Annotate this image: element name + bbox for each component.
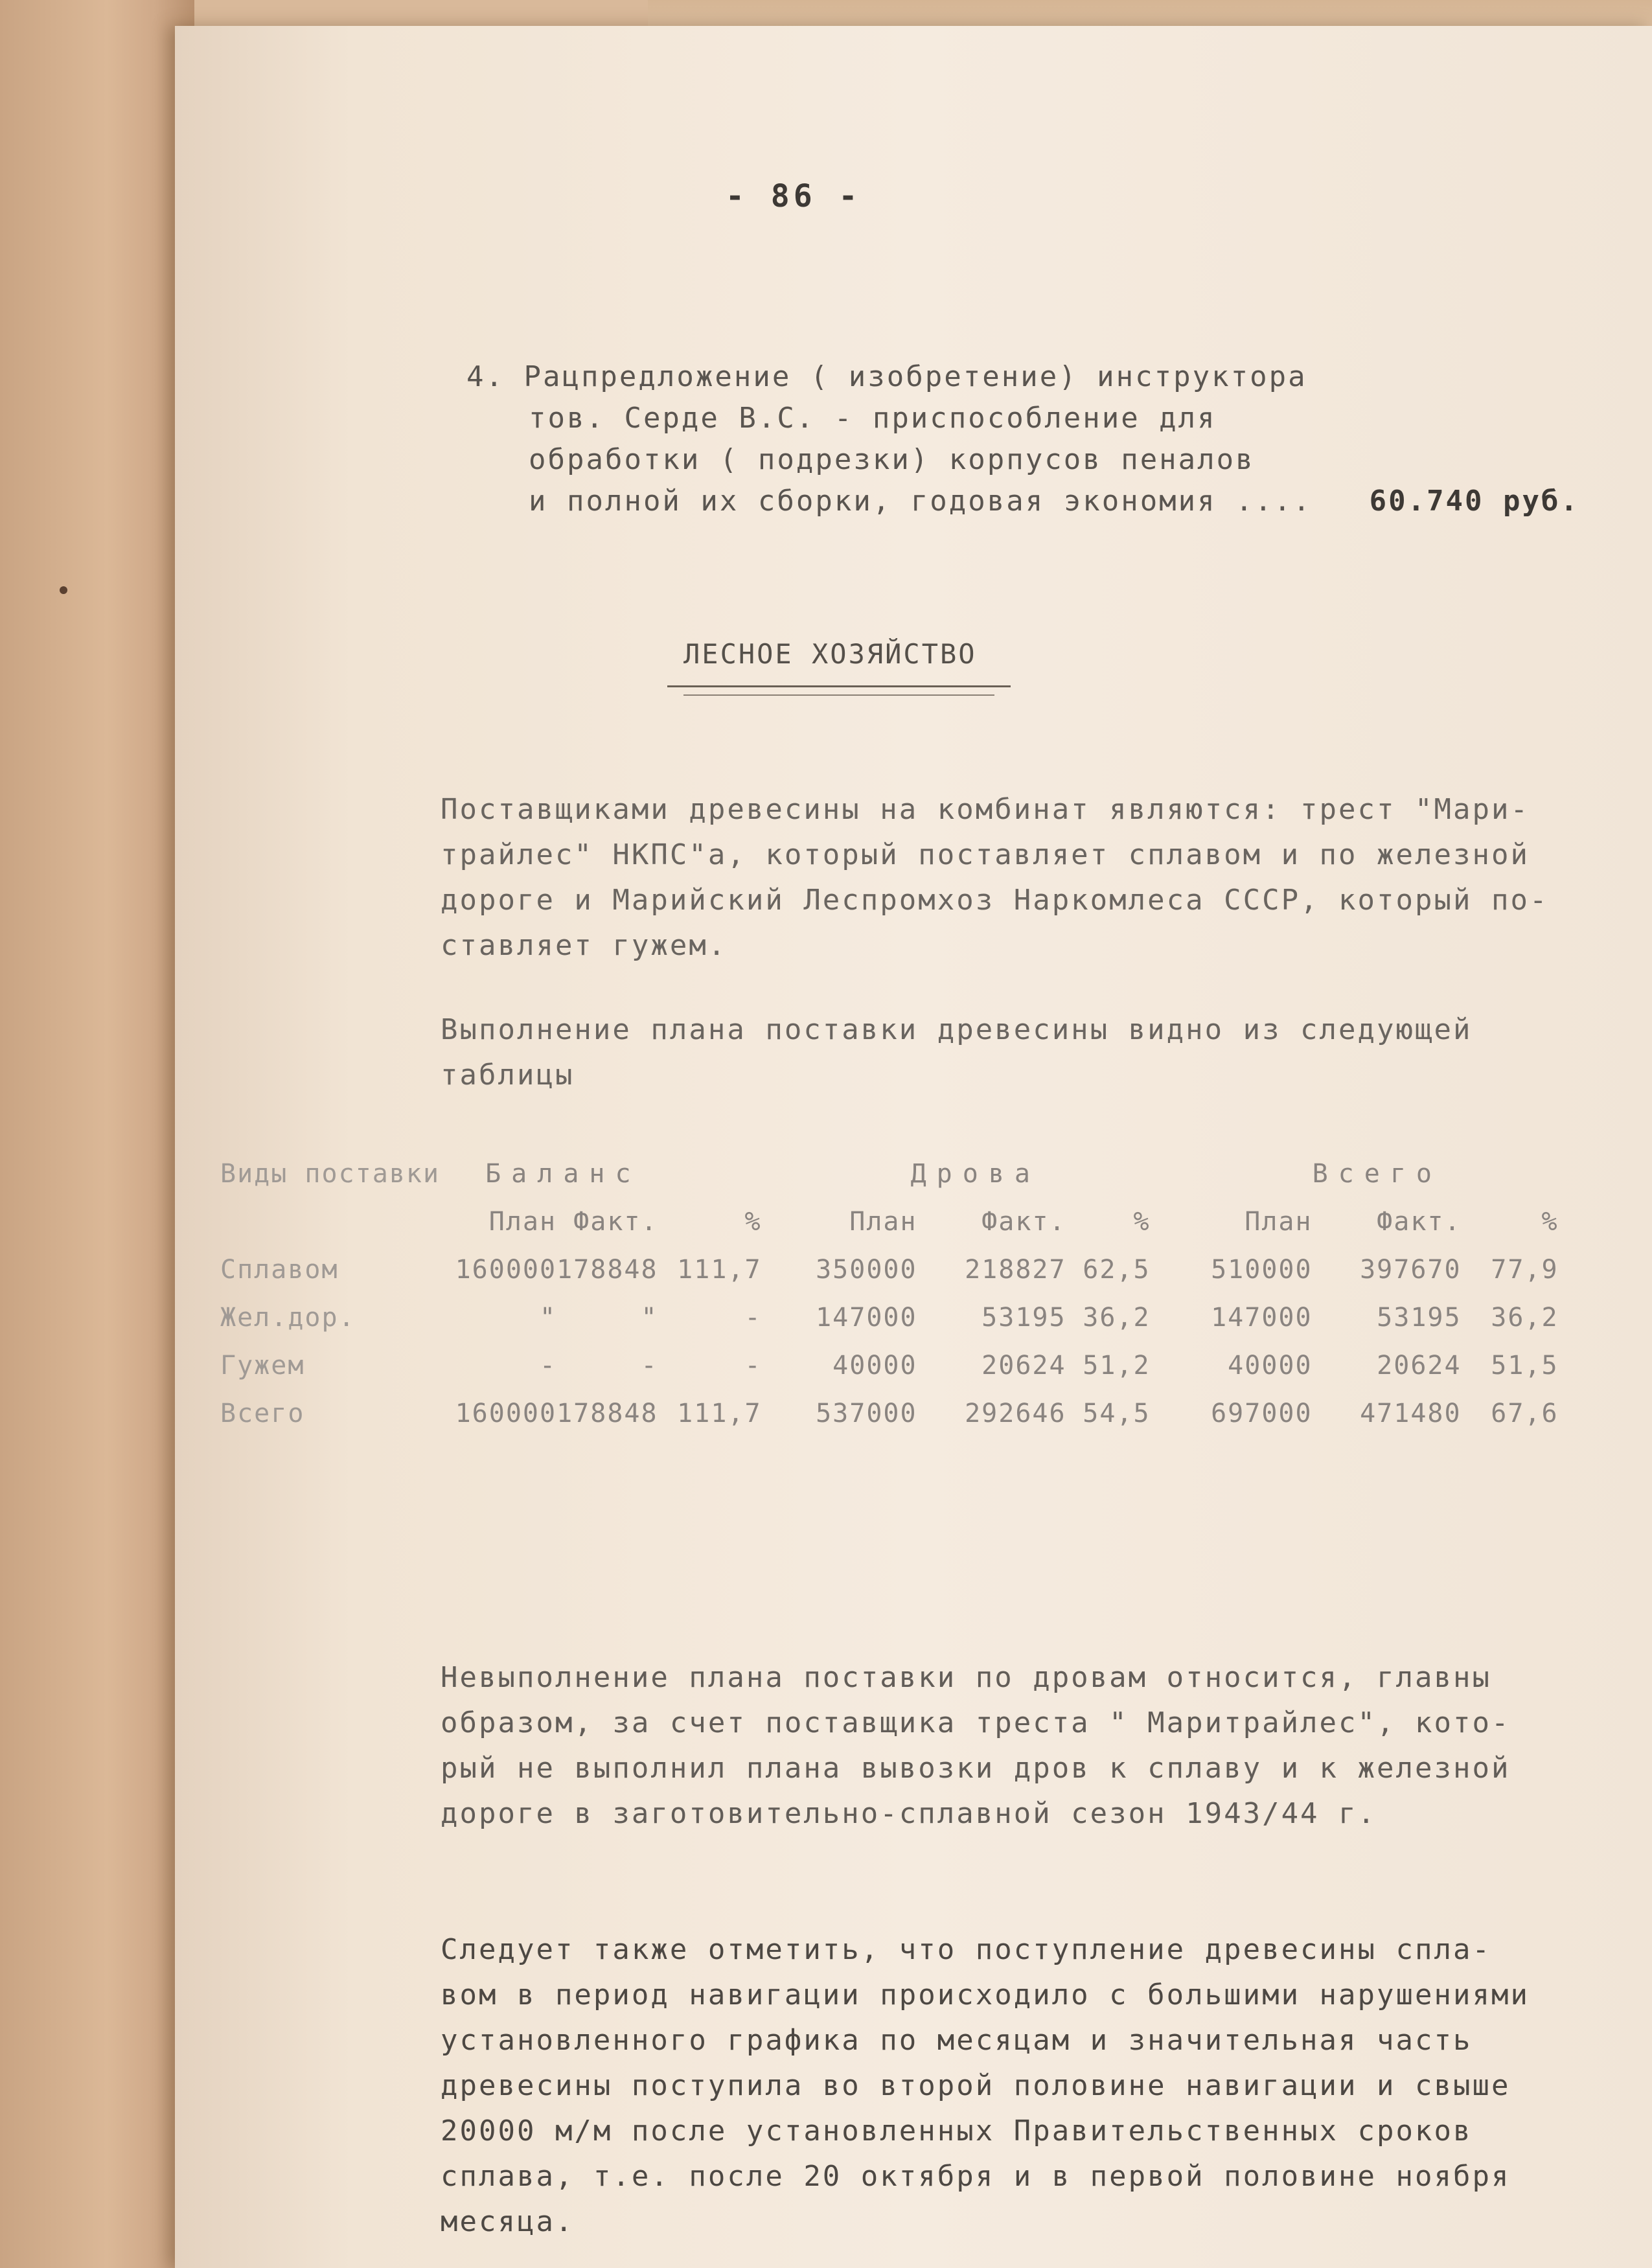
paragraph-line: вом в период навигации происходило с большими нарушениями bbox=[441, 1978, 1530, 2011]
table-cell: 51,2 bbox=[1083, 1351, 1151, 1380]
table-cell: " bbox=[641, 1303, 658, 1333]
paragraph-line: трайлес" НКПС"а, который поставляет сплавом и по железной bbox=[441, 838, 1530, 871]
table-cell: 397670 bbox=[1360, 1255, 1462, 1285]
table-cell: " bbox=[539, 1303, 557, 1333]
paragraph-line: дороге и Марийский Леспромхоз Наркомлеса СССР, который по- bbox=[441, 884, 1549, 917]
paragraph-line: ставляет гужем. bbox=[441, 929, 728, 962]
table-cell: 111,7 bbox=[677, 1255, 762, 1285]
table-cell: 160000 bbox=[455, 1255, 557, 1285]
paragraph-line: месяца. bbox=[441, 2205, 575, 2238]
table-total-row bbox=[220, 1390, 1559, 1438]
paragraph-line: древесины поступила во второй половине навигации и свыше bbox=[441, 2069, 1511, 2102]
table-cell: 218827 bbox=[965, 1255, 1066, 1285]
subheader-cell: Факт. bbox=[573, 1207, 658, 1237]
binding-mark bbox=[60, 586, 67, 594]
subheader-cell: План bbox=[1245, 1207, 1313, 1237]
table-cell: 178848 bbox=[556, 1399, 658, 1428]
group-header-total: Всего bbox=[1312, 1159, 1442, 1189]
table-cell: 53195 bbox=[981, 1303, 1066, 1333]
row-label: Гужем bbox=[220, 1351, 305, 1380]
proposal-line: 4. Рацпредложение ( изобретение) инструктора bbox=[466, 360, 1307, 393]
page-number: - 86 - bbox=[726, 178, 862, 214]
table-cell: 350000 bbox=[816, 1255, 917, 1285]
proposal-line-last bbox=[466, 481, 1579, 522]
paragraph-shortfall bbox=[441, 1655, 1510, 1837]
row-label: Сплавом bbox=[220, 1255, 339, 1285]
table-cell: 36,2 bbox=[1083, 1303, 1151, 1333]
table-cell: 54,5 bbox=[1083, 1399, 1151, 1428]
paragraph-line: Следует также отметить, что поступление древесины спла- bbox=[441, 1933, 1491, 1966]
table-cell: 40000 bbox=[1228, 1351, 1313, 1380]
subheader-cell: % bbox=[1541, 1207, 1559, 1237]
paragraph-line: Невыполнение плана поставки по дровам относится, главны bbox=[441, 1661, 1491, 1694]
subheader-cell: % bbox=[744, 1207, 762, 1237]
table-cell: 20624 bbox=[981, 1351, 1066, 1380]
table-cell: 36,2 bbox=[1491, 1303, 1559, 1333]
table-cell: 67,6 bbox=[1491, 1399, 1559, 1428]
table-cell: 147000 bbox=[816, 1303, 917, 1333]
heading-underline bbox=[683, 694, 994, 696]
paragraph-navigation bbox=[441, 1927, 1530, 2245]
subheader-cell: Факт. bbox=[1377, 1207, 1462, 1237]
table-cell: - bbox=[641, 1351, 658, 1380]
section-heading: ЛЕСНОЕ ХОЗЯЙСТВО bbox=[683, 638, 977, 670]
table-row bbox=[220, 1342, 1559, 1390]
table-cell: 62,5 bbox=[1083, 1255, 1151, 1285]
table-cell: 537000 bbox=[816, 1399, 917, 1428]
table-row bbox=[220, 1294, 1559, 1342]
proposal-line: тов. Серде В.С. - приспособление для bbox=[529, 402, 1217, 435]
table-subheader-row bbox=[220, 1198, 1559, 1246]
book-binding-edge bbox=[0, 0, 194, 2268]
row-label: Всего bbox=[220, 1399, 305, 1428]
group-header-balance: Баланс bbox=[485, 1159, 641, 1189]
paragraph-line: Поставщиками древесины на комбинат являются: трест "Мари- bbox=[441, 793, 1530, 826]
table-group-header-row bbox=[220, 1150, 1559, 1198]
paragraph-line: дороге в заготовительно-сплавной сезон 1943/44 г. bbox=[441, 1797, 1377, 1830]
subheader-cell: Факт. bbox=[981, 1207, 1066, 1237]
table-cell: 510000 bbox=[1211, 1255, 1313, 1285]
group-header-firewood: Дрова bbox=[910, 1159, 1040, 1189]
subheader-cell: % bbox=[1133, 1207, 1151, 1237]
proposal-line: обработки ( подрезки) корпусов пеналов bbox=[529, 443, 1255, 476]
paragraph-suppliers bbox=[441, 787, 1548, 968]
subheader-cell: План bbox=[488, 1207, 557, 1237]
paragraph-line: Выполнение плана поставки древесины видно из следующей bbox=[441, 1013, 1473, 1046]
row-header-label: Виды поставки bbox=[220, 1159, 441, 1189]
table-cell: 471480 bbox=[1360, 1399, 1462, 1428]
table-row bbox=[220, 1246, 1559, 1294]
table-cell: 697000 bbox=[1211, 1399, 1313, 1428]
paragraph-line: установленного графика по месяцам и значительная часть bbox=[441, 2024, 1473, 2057]
table-cell: - bbox=[744, 1351, 762, 1380]
paragraph-line: образом, за счет поставщика треста " Маритрайлес", кото- bbox=[441, 1706, 1511, 1739]
table-cell: 51,5 bbox=[1491, 1351, 1559, 1380]
subheader-cell: План bbox=[849, 1207, 917, 1237]
table-cell: 40000 bbox=[832, 1351, 917, 1380]
table-cell: 292646 bbox=[965, 1399, 1066, 1428]
table-cell: 53195 bbox=[1377, 1303, 1462, 1333]
table-cell: 160000 bbox=[455, 1399, 557, 1428]
table-cell: - bbox=[539, 1351, 557, 1380]
table-cell: 111,7 bbox=[677, 1399, 762, 1428]
paragraph-line: рый не выполнил плана вывозки дров к сплаву и к железной bbox=[441, 1752, 1511, 1785]
savings-amount: 60.740 руб. bbox=[1369, 485, 1579, 518]
proposal-item bbox=[466, 356, 1579, 522]
table-cell: 178848 bbox=[556, 1255, 658, 1285]
paragraph-line: сплава, т.е. после 20 октября и в первой половине ноября bbox=[441, 2160, 1511, 2193]
table-cell: 20624 bbox=[1377, 1351, 1462, 1380]
table-cell: 77,9 bbox=[1491, 1255, 1559, 1285]
table-cell: - bbox=[744, 1303, 762, 1333]
table-cell: 147000 bbox=[1211, 1303, 1313, 1333]
paragraph-line: таблицы bbox=[441, 1059, 575, 1092]
paragraph-table-intro bbox=[441, 1007, 1472, 1098]
heading-underline bbox=[667, 685, 1011, 687]
proposal-line: и полной их сборки, годовая экономия .... bbox=[529, 485, 1313, 518]
row-label: Жел.дор. bbox=[220, 1303, 356, 1333]
paragraph-line: 20000 м/м после установленных Правительственных сроков bbox=[441, 2114, 1473, 2148]
supply-table bbox=[220, 1150, 1559, 1438]
